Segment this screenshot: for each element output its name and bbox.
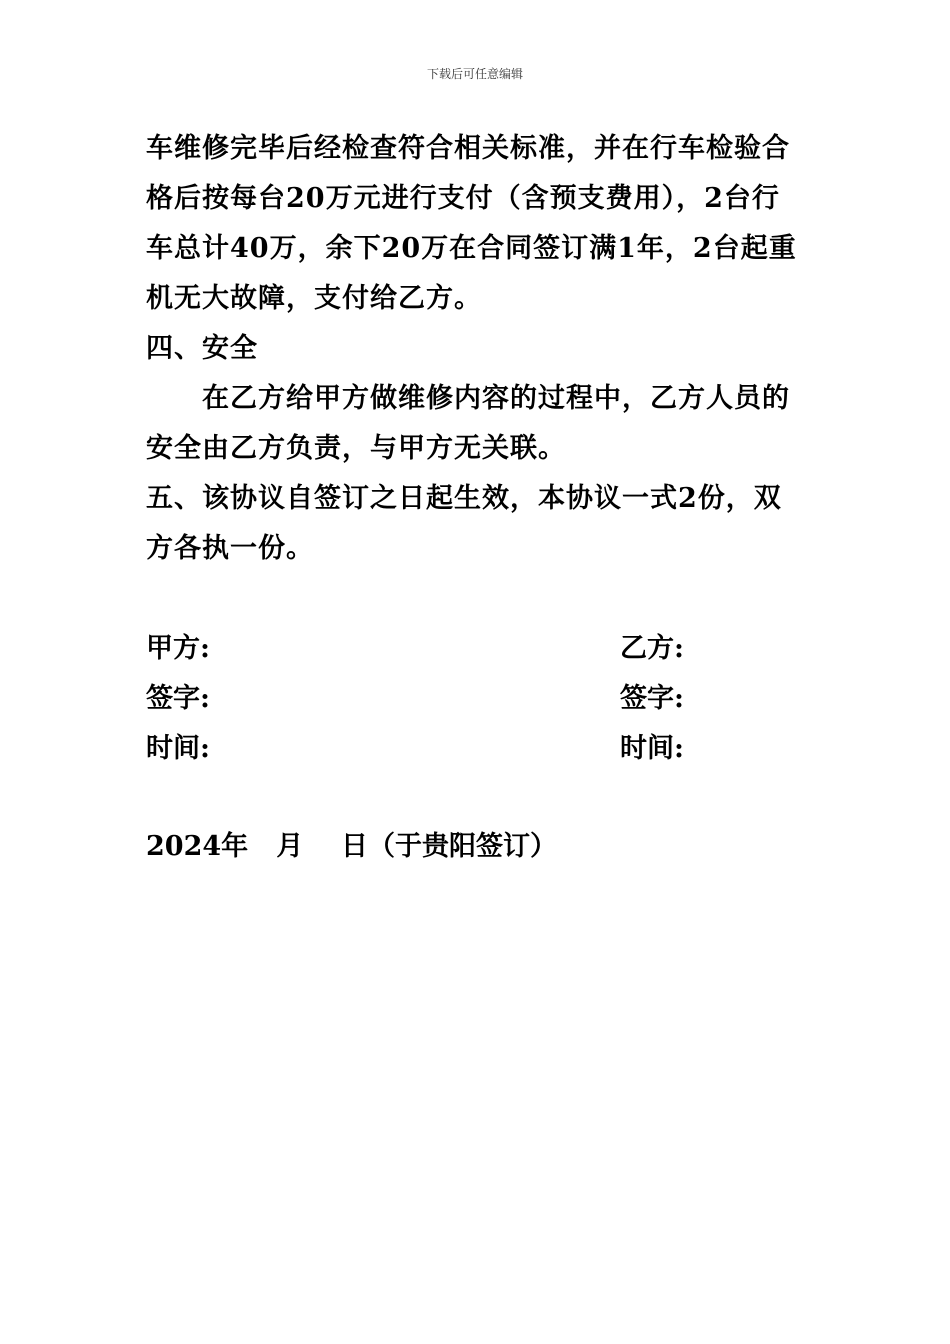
section-5-text: 五、该协议自签订之日起生效，本协议一式2份，双方各执一份。: [146, 483, 782, 564]
signing-date-line: 2024年 月 日（于贵阳签订）: [146, 831, 557, 862]
sign-a-label: 签字:: [146, 683, 210, 714]
section-4-title: 四、安全: [146, 333, 258, 364]
header-note: 下载后可任意编辑: [426, 67, 523, 81]
contract-body: [146, 124, 806, 574]
party-b-label: 乙方:: [620, 633, 684, 664]
party-row: [146, 624, 806, 674]
payment-paragraph: 车维修完毕后经检查符合相关标准，并在行车检验合格后按每台20万元进行支付（含预支费用），2台行车总计40万，余下20万在合同签订满1年，2台起重机无大故障，支付给乙方。: [146, 133, 797, 314]
signature-row: [146, 674, 806, 724]
section-4-text: 在乙方给甲方做维修内容的过程中，乙方人员的安全由乙方负责，与甲方无关联。: [146, 383, 790, 464]
time-a-label: 时间:: [146, 733, 210, 764]
party-a-label: 甲方:: [146, 633, 210, 664]
time-b-label: 时间:: [620, 733, 684, 764]
signature-block: [146, 624, 806, 774]
sign-b-label: 签字:: [620, 683, 684, 714]
time-row: [146, 724, 806, 774]
